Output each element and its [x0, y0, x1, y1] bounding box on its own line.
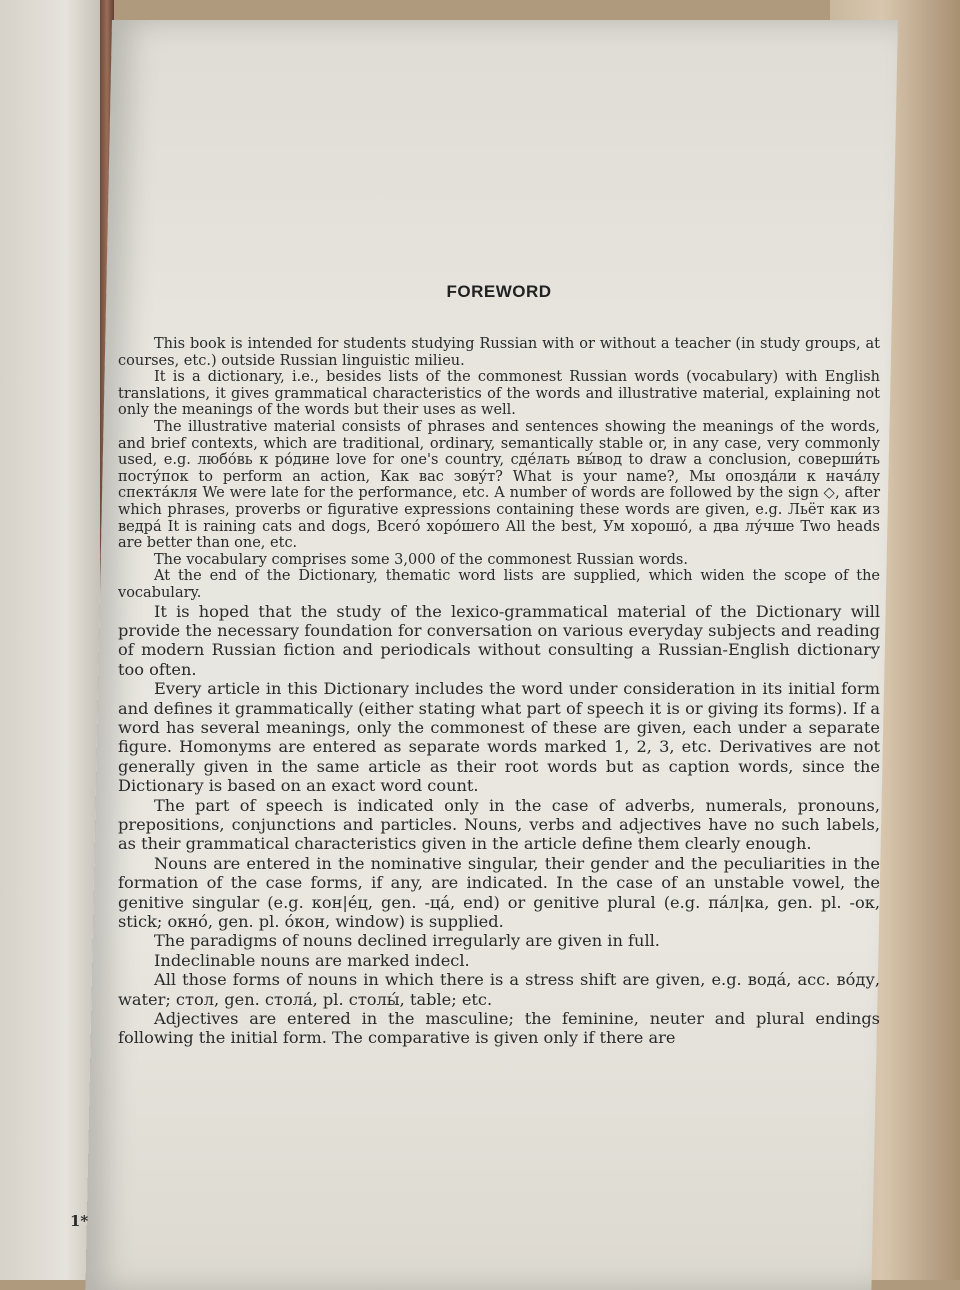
paragraph-indeclinable: Indeclinable nouns are marked indecl. [154, 950, 470, 970]
paragraph-stress-shift: All those forms of nouns in which there is a stress shift are given, e.g. вода́, acc. во́ду, water; стол, gen. стола́, pl. столы́, table; etc. [118, 970, 880, 1009]
paragraph-article: Every article in this Dictionary includes the word under consideration in its initial form and defines it grammatically (either stating what part of speech it is or giving its forms). If a word has several meanings, only the commonest of these are given, each under a separate figure. Homonyms are entered as separate words marked 1, 2, 3, etc. Derivatives are not generally given in the same article as their root words but as caption words, since the Dictionary is based on an exact word count. [118, 679, 880, 796]
paragraph-vocabulary: The vocabulary comprises some 3,000 of the commonest Russian words. [154, 551, 688, 568]
paragraph-nouns: Nouns are entered in the nominative singular, their gender and the peculiarities in the formation of the case forms, if any, are indicated. In the case of an unstable vowel, the genitive singular (e.g. кон|е́ц, gen. -ца́, end) or genitive plural (e.g. па́л|ка, gen. pl. -ок, stick; окно́, gen. pl. о́кон, window) is supplied. [118, 853, 880, 931]
page-content [118, 282, 880, 1048]
upper-text-block [118, 336, 880, 602]
paragraph-dictionary: It is a dictionary, i.e., besides lists of the commonest Russian words (vocabulary) with English translations, it gives grammatical characteristics of the words and illustrative material, explaining not only the meanings of the words but their uses as well. [118, 369, 880, 419]
paragraph-paradigms: The paradigms of nouns declined irregularly are given in full. [154, 931, 660, 951]
page-number: 1* [70, 1212, 89, 1230]
page-title: FOREWORD [446, 282, 552, 301]
paragraph-adjectives: Adjectives are entered in the masculine; the feminine, neuter and plural endings following the initial form. The comparative is given only if there are [118, 1009, 880, 1048]
paragraph-hope: It is hoped that the study of the lexico-grammatical material of the Dictionary will provide the necessary foundation for conversation on various everyday subjects and reading of modern Russian fiction and periodicals without consulting a Russian-English dictionary too often. [118, 601, 880, 679]
paragraph-thematic: At the end of the Dictionary, thematic word lists are supplied, which widen the scope of the vocabulary. [118, 568, 880, 601]
lower-text-block [118, 602, 880, 1048]
paragraph-illustrative: The illustrative material consists of phrases and sentences showing the meanings of the words, and brief contexts, which are traditional, ordinary, semantically stable or, in any case, very commonly used, e.g. любо́вь к ро́дине love for one's country, сде́лать вы́вод to draw a conclusion, соверши́ть посту́пок to perform an action, Как вас зову́т? What is your name?, Мы опозда́ли к нача́лу спекта́кля We were late for the performance, etc. A number of words are followed by the sign ◇, after which phrases, proverbs or figurative expressions containing these words are given, e.g. Льёт как из ведра́ It is raining cats and dogs, Всего́ хоро́шего All the best, Ум хорошо́, а два лу́чше Two heads are better than one, etc. [118, 418, 880, 552]
paragraph-part-of-speech: The part of speech is indicated only in the case of adverbs, numerals, pronouns, prepositions, conjunctions and particles. Nouns, verbs and adjectives have no such labels, as their grammatical characteristics given in the article define them clearly enough. [118, 795, 880, 854]
paragraph-intro: This book is intended for students studying Russian with or without a teacher (in study groups, at courses, etc.) outside Russian linguistic milieu. [118, 336, 880, 369]
